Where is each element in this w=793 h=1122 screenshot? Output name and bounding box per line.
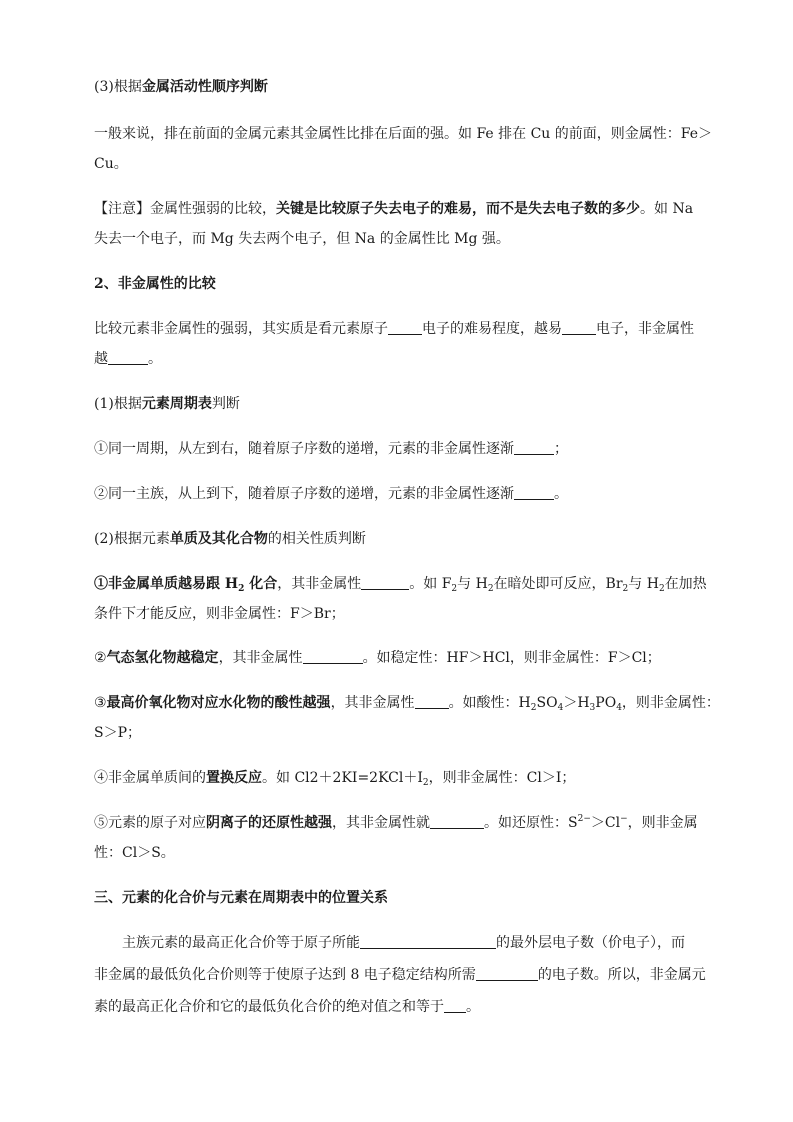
subsection-2-heading: (2)根据元素单质及其化合物的相关性质判断 [94, 531, 366, 547]
paragraph-metal-order-cont: Cu。 [94, 156, 128, 172]
fill-blank[interactable] [476, 966, 538, 981]
subsection-3-heading: (3)根据金属活动性顺序判断 [94, 79, 268, 95]
paragraph-nonmetal-essence: 比较元素非金属性的强弱，其实质是看元素原子 电子的难易程度，越易 电子，非金属性 [94, 321, 694, 337]
subsection-1-heading: (1)根据元素周期表判断 [94, 396, 240, 412]
fill-blank[interactable] [514, 440, 554, 455]
paragraph-nonmetal-essence-cont: 越 。 [94, 351, 162, 367]
fill-blank[interactable] [388, 320, 422, 335]
fill-blank[interactable] [108, 350, 148, 365]
rule-same-group: ②同一主族，从上到下，随着原子序数的递增，元素的非金属性逐渐 。 [94, 486, 568, 502]
fill-blank[interactable] [430, 814, 484, 829]
fill-blank[interactable] [361, 575, 409, 590]
rule-h2-combination: ①非金属单质越易跟 $H_2$ 化合，其非金属性 。如 $F_2$与 $H_2$在暗处即可反应，$Br_2$与 $H_2$在加热 [94, 576, 707, 594]
fill-blank[interactable] [415, 694, 449, 709]
rule-hydride-stability: ②气态氢化物越稳定，其非金属性 。如稳定性：HF＞HCl，则非金属性：F＞Cl； [94, 650, 661, 666]
fill-blank[interactable] [360, 934, 496, 949]
rule-h2-combination-cont: 条件下才能反应，则非金属性：F＞Br； [94, 606, 345, 622]
section-2-heading: 2、非金属性的比较 [94, 276, 216, 292]
fill-blank[interactable] [303, 649, 363, 664]
section-3-heading: 三、元素的化合价与元素在周期表中的位置关系 [94, 890, 388, 906]
paragraph-metal-order: 一般来说，排在前面的金属元素其金属性比排在后面的强。如 Fe 排在 Cu 的前面，则金属性：Fe＞ [94, 126, 712, 142]
note-paragraph: 【注意】金属性强弱的比较，关键是比较原子失去电子的难易，而不是失去电子数的多少。如 Na [94, 201, 694, 217]
paragraph-valence-line2: 非金属的最低负化合价则等于使原子达到 8 电子稳定结构所需 的电子数。所以，非金属元 [94, 967, 706, 983]
rule-oxyacid-acidity-cont: S＞P； [94, 725, 142, 741]
fill-blank[interactable] [562, 320, 596, 335]
rule-oxyacid-acidity: ③最高价氧化物对应水化物的酸性越强，其非金属性 。如酸性：$H_2SO_4>H_3PO_4$，则非金属性： [94, 695, 720, 713]
note-paragraph-cont: 失去一个电子，而 Mg 失去两个电子，但 Na 的金属性比 Mg 强。 [94, 231, 510, 247]
rule-displacement: ④非金属单质间的置换反应。如 $Cl2+2KI=2KCl+I_2$，则非金属性：Cl＞I； [94, 770, 576, 788]
paragraph-valence-line3: 素的最高正化合价和它的最低负化合价的绝对值之和等于 。 [94, 999, 480, 1015]
rule-anion-reducibility: ⑤元素的原子对应阴离子的还原性越强，其非金属性就 。如还原性：$S^{2-}>Cl^-$，则非金属 [94, 814, 698, 831]
fill-blank[interactable] [514, 485, 554, 500]
rule-same-period: ①同一周期，从左到右，随着原子序数的递增，元素的非金属性逐渐 ； [94, 441, 568, 457]
rule-anion-reducibility-cont: 性：Cl＞S。 [94, 845, 175, 861]
fill-blank[interactable] [444, 998, 466, 1013]
paragraph-valence: 主族元素的最高正化合价等于原子所能 的最外层电子数（价电子），而 [122, 935, 685, 951]
